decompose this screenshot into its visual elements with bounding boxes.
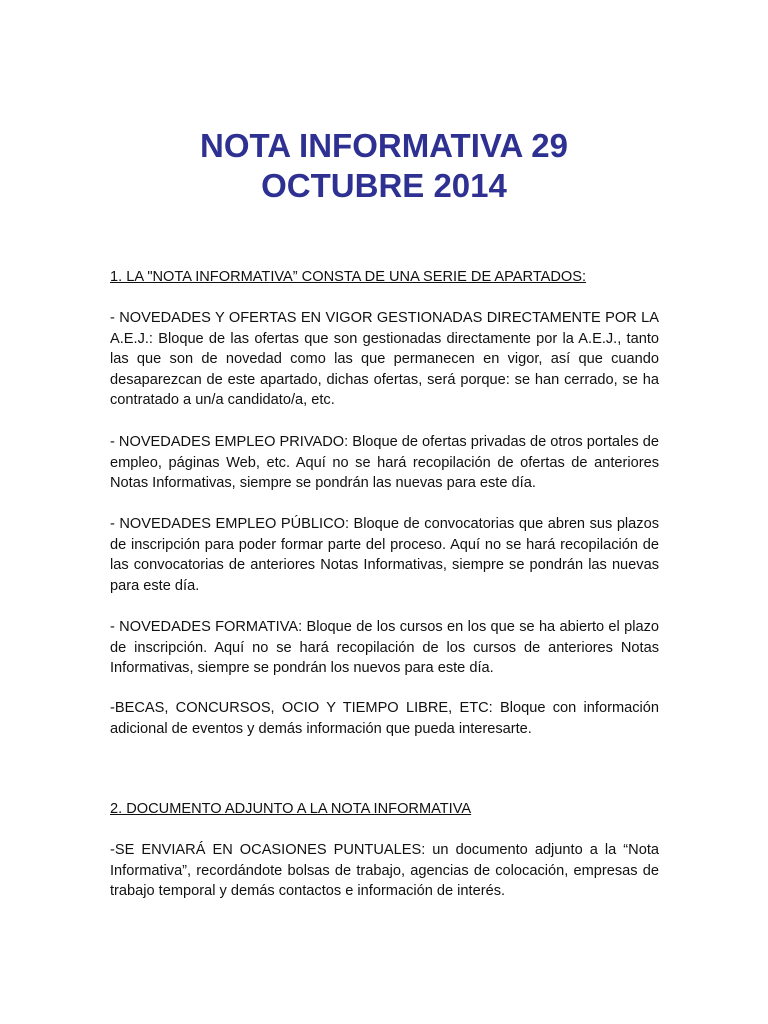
paragraph-empleo-publico: - NOVEDADES EMPLEO PÚBLICO: Bloque de convocatorias que abren sus plazos de inscripción para poder formar parte del proceso. Aquí no se hará recopilación de las convocatorias de anteriores Notas Informativas, siempre se pondrán las nuevas para este día. — [110, 516, 659, 594]
paragraph-formativa: - NOVEDADES FORMATIVA: Bloque de los cursos en los que se ha abierto el plazo de inscripción. Aquí no se hará recopilación de los cursos de anteriores Notas Informativas, siempre se pondrán los nuevos para este día. — [110, 619, 659, 676]
paragraph-documento-adjunto: -SE ENVIARÁ EN OCASIONES PUNTUALES: un documento adjunto a la “Nota Informativa”, recordándote bolsas de trabajo, agencias de colocación, empresas de trabajo temporal y demás contactos e información de interés. — [110, 842, 659, 899]
paragraph-novedades-ofertas: - NOVEDADES Y OFERTAS EN VIGOR GESTIONADAS DIRECTAMENTE POR LA A.E.J.: Bloque de las ofertas que son gestionadas directamente por la A.E.J., tanto las que son de novedad como las que permanecen en vigor, así que cuando desaparezcan de este apartado, dichas ofertas, será porque: se han cerrado, se ha contratado a un/a candidato/a, etc. — [110, 310, 659, 408]
section-2-heading: 2. DOCUMENTO ADJUNTO A LA NOTA INFORMATIVA — [110, 801, 472, 817]
document-title-line-2: OCTUBRE 2014 — [261, 167, 507, 204]
paragraph-empleo-privado: - NOVEDADES EMPLEO PRIVADO: Bloque de ofertas privadas de otros portales de empleo, páginas Web, etc. Aquí no se hará recopilación de ofertas de anteriores Notas Informativas, siempre se pondrán las nuevas para este día. — [110, 434, 659, 491]
section-1-heading: 1. LA "NOTA INFORMATIVA” CONSTA DE UNA SERIE DE APARTADOS: — [110, 269, 587, 285]
paragraph-becas-concursos: -BECAS, CONCURSOS, OCIO Y TIEMPO LIBRE, ETC: Bloque con información adicional de eventos y demás información que pueda interesarte. — [110, 700, 659, 737]
document-title-line-1: NOTA INFORMATIVA 29 — [200, 127, 568, 164]
